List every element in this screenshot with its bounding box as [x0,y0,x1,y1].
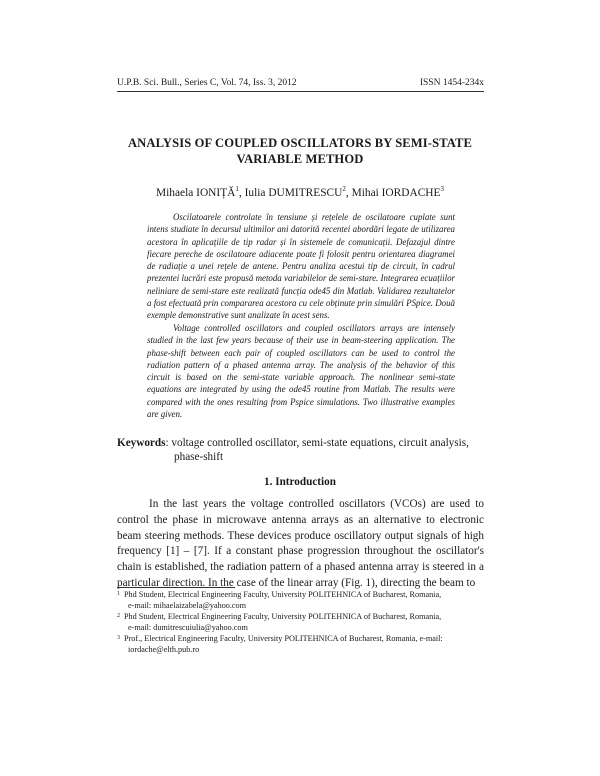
abstract-english: Voltage controlled oscillators and coupled oscillators arrays are intensely studied in the last few years because of their use in beam-steering application. The phase-shift between each pair of coupled oscillators can be used to control the radiation pattern of a phased antenna array. The analysis of the behavior of this circuit is based on the semi-state variable approach. The nonlinear semi-state equations are integrated by using the ode45 routine from Matlab. The results were compared with the ones resulting from Pspice simulations. Two illustrative examples are given. [147,323,455,420]
author-2-affiliation-mark: 2 [342,185,346,193]
author-2: Iulia DUMITRESCU [244,186,343,199]
issn: ISSN 1454-234x [419,78,484,88]
section-heading: 1. Introduction [264,476,336,488]
footnote-rule [117,587,235,588]
keywords [117,437,487,464]
footnote-text: Prof., Electrical Engineering Faculty, University POLITEHNICA of Bucharest, Romania, e-mail: [124,634,443,644]
title-line-2: VARIABLE METHOD [236,152,364,166]
title-line-1: ANALYSIS OF COUPLED OSCILLATORS BY SEMI-STATE [127,136,473,150]
footnote-email: e-mail: dumitrescuiulia@yahoo.com [128,622,248,632]
author-3-affiliation-mark: 3 [440,185,444,193]
footnotes [117,590,485,657]
footnote-1 [117,590,485,611]
running-header [117,78,484,88]
body-paragraph: In the last years the voltage controlled oscillators (VCOs) are used to control the phase in microwave antenna arrays as an alternative to electronic beam steering methods. These devices produce oscillatory output signals of high frequency [1] – [7]. If a constant phase progression throughout the oscillator's chain is established, the radiation pattern of a phased antenna array is steered in a particular direction. In the case of the linear array (Fig. 1), directing the beam to [117,498,484,589]
journal-citation: U.P.B. Sci. Bull., Series C, Vol. 74, Iss. 3, 2012 [117,78,297,88]
author-3: Mihai IORDACHE [351,186,441,199]
keywords-label: Keywords [117,437,166,449]
author-separator: , [345,186,352,199]
abstract-romanian: Oscilatoarele controlate în tensiune și rețelele de oscilatoare cuplate sunt intens studiate în decursul ultimilor ani datorită recentei abordări legate de utilizarea acestora în aplicațiile de tip radar și în sistemele de comunicații. Defazajul dintre fiecare pereche de oscilatoare adiacente poate fi folosit pentru orientarea diagramei de radiație a unei rețele de antene. Pentru analiza acestui tip de circuit, în cadrul prezentei lucrări este propusă metoda variabilelor de semi-stare. Integrarea ecuațiilor neliniare de semi-stare este realizată funcția ode45 din Matlab. Validarea rezultatelor a fost efectuată prin compararea acestora cu cele obținute prin simulări PSpice. Două exemple demonstrative sunt analizate în acest sens. [147,212,455,321]
footnote-email: e-mail: mihaelaizabela@yahoo.com [128,600,247,610]
author-list [100,185,500,199]
keywords-line-2: phase-shift [174,450,224,463]
author-1-affiliation-mark: 1 [235,185,239,193]
header-rule [117,91,484,92]
author-separator: , [238,186,245,199]
footnote-3 [117,634,485,655]
footnote-number: 3 [117,635,120,642]
footnote-number: 1 [117,591,120,597]
keywords-line-1: : voltage controlled oscillator, semi-state equations, circuit analysis, [165,437,469,449]
footnote-2 [117,612,485,633]
author-1: Mihaela IONIȚĂ [156,186,236,199]
footnote-text: Phd Student, Electrical Engineering Faculty, University POLITEHNICA of Bucharest, Romania, [124,612,442,622]
footnote-text: Phd Student, Electrical Engineering Faculty, University POLITEHNICA of Bucharest, Romania, [124,590,442,599]
footnote-email: iordache@elth.pub.ro [128,644,200,654]
paper-title [100,135,500,167]
footnote-number: 2 [117,613,120,620]
